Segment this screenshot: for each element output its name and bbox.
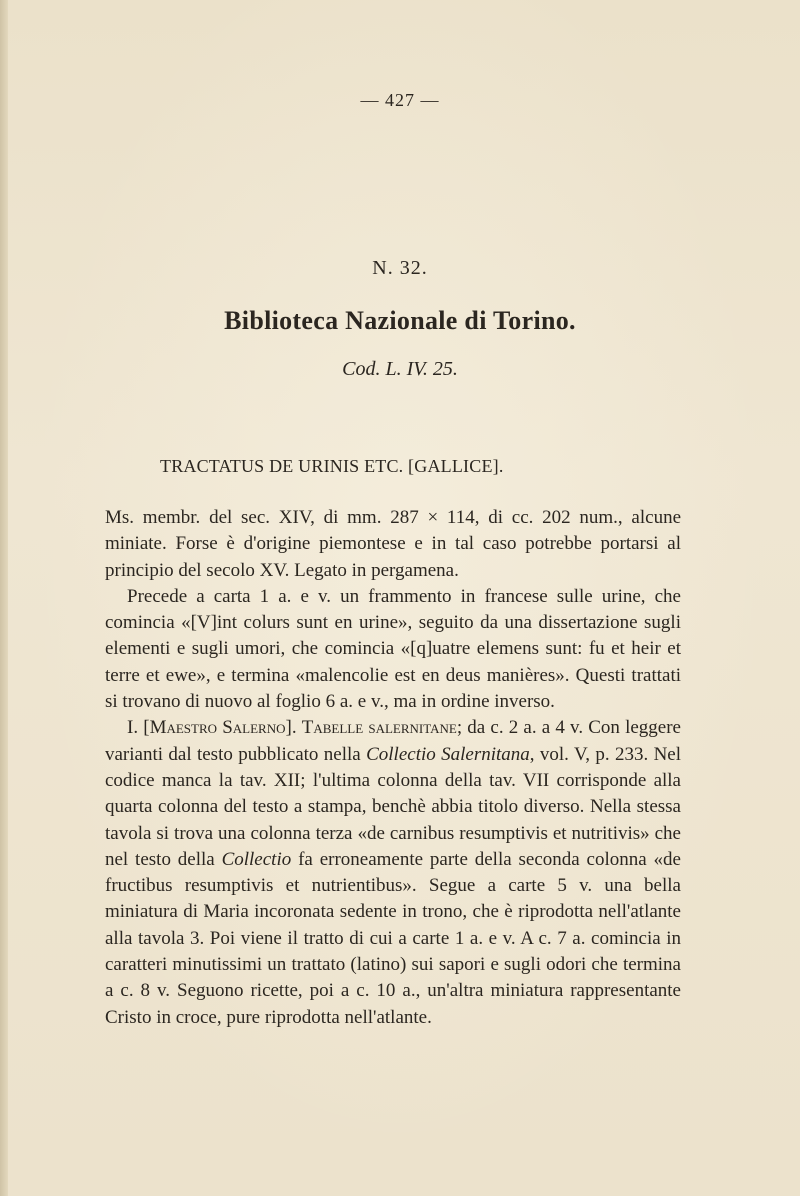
entry-number: N. 32. (372, 257, 428, 279)
treatise-title: TRACTATUS DE URINIS ETC. [GALLICE]. (160, 456, 504, 476)
item-number: I. (127, 717, 144, 739)
page-number: — 427 — (360, 90, 440, 110)
text-part-1: ; da c. 2 a. a 4 v. Con leggere varianti dal testo pubblicato nella (105, 717, 681, 765)
text-part-2: , vol. V, p. 233. Nel codice manca la tav. XII; l'ultima colonna della tav. VII corrisponde alla quarta colonna del testo a stampa, benchè abbia titolo diverso. Nella stessa tavola si trova una colonna terza «de carnibus resumptivis et nutritivis» che nel testo della (105, 743, 681, 870)
work-title: Tabelle salernitane (301, 717, 457, 739)
collectio-reference: Collectio Salernitana (366, 743, 530, 765)
text-part-3: fa erroneamente parte della seconda colonna «de fructibus resumptivis et nutrientibus». Segue a carte 5 v. una bella miniatura di Maria incoronata sedente in trono, che è riprodotta nell'atlante alla tavola 3. Poi viene il tratto di cui a carte 1 a. e v. A c. 7 a. comincia in caratteri minutissimi un trattato (latino) sui sapori e sugli odori che termina a c. 8 v. Seguono ricette, poi a c. 10 a., un'altra miniatura rappresentante Cristo in croce, pure riprodotta nell'atlante. (105, 848, 681, 1028)
description-body (105, 505, 681, 1031)
codex-shelfmark: Cod. L. IV. 25. (342, 358, 458, 380)
collectio-reference-short: Collectio (221, 848, 292, 870)
paragraph-fragment: Precede a carta 1 a. e v. un frammento in francese sulle urine, che comincia «[V]int colurs sunt en urine», seguito da una dissertazione sugli elementi e sugli umori, che comincia «[q]uatre elemens sunt: fu et heir et terre et ewe», e termina «malencolie est en deus manières». Questi trattati si trovano di nuovo al foglio 6 a. e v., ma in ordine inverso. (105, 585, 681, 713)
library-title: Biblioteca Nazionale di Torino. (224, 306, 576, 335)
paragraph-manuscript: Ms. membr. del sec. XIV, di mm. 287 × 114, di cc. 202 num., alcune miniate. Forse è d'origine piemontese e in tal caso potrebbe portarsi al principio del secolo XV. Legato in pergamena. (105, 507, 681, 581)
separator: . (291, 717, 302, 739)
page-edge (0, 0, 8, 1196)
author-name: [Maestro Salerno] (143, 717, 292, 739)
paragraph-tables (105, 715, 681, 1031)
